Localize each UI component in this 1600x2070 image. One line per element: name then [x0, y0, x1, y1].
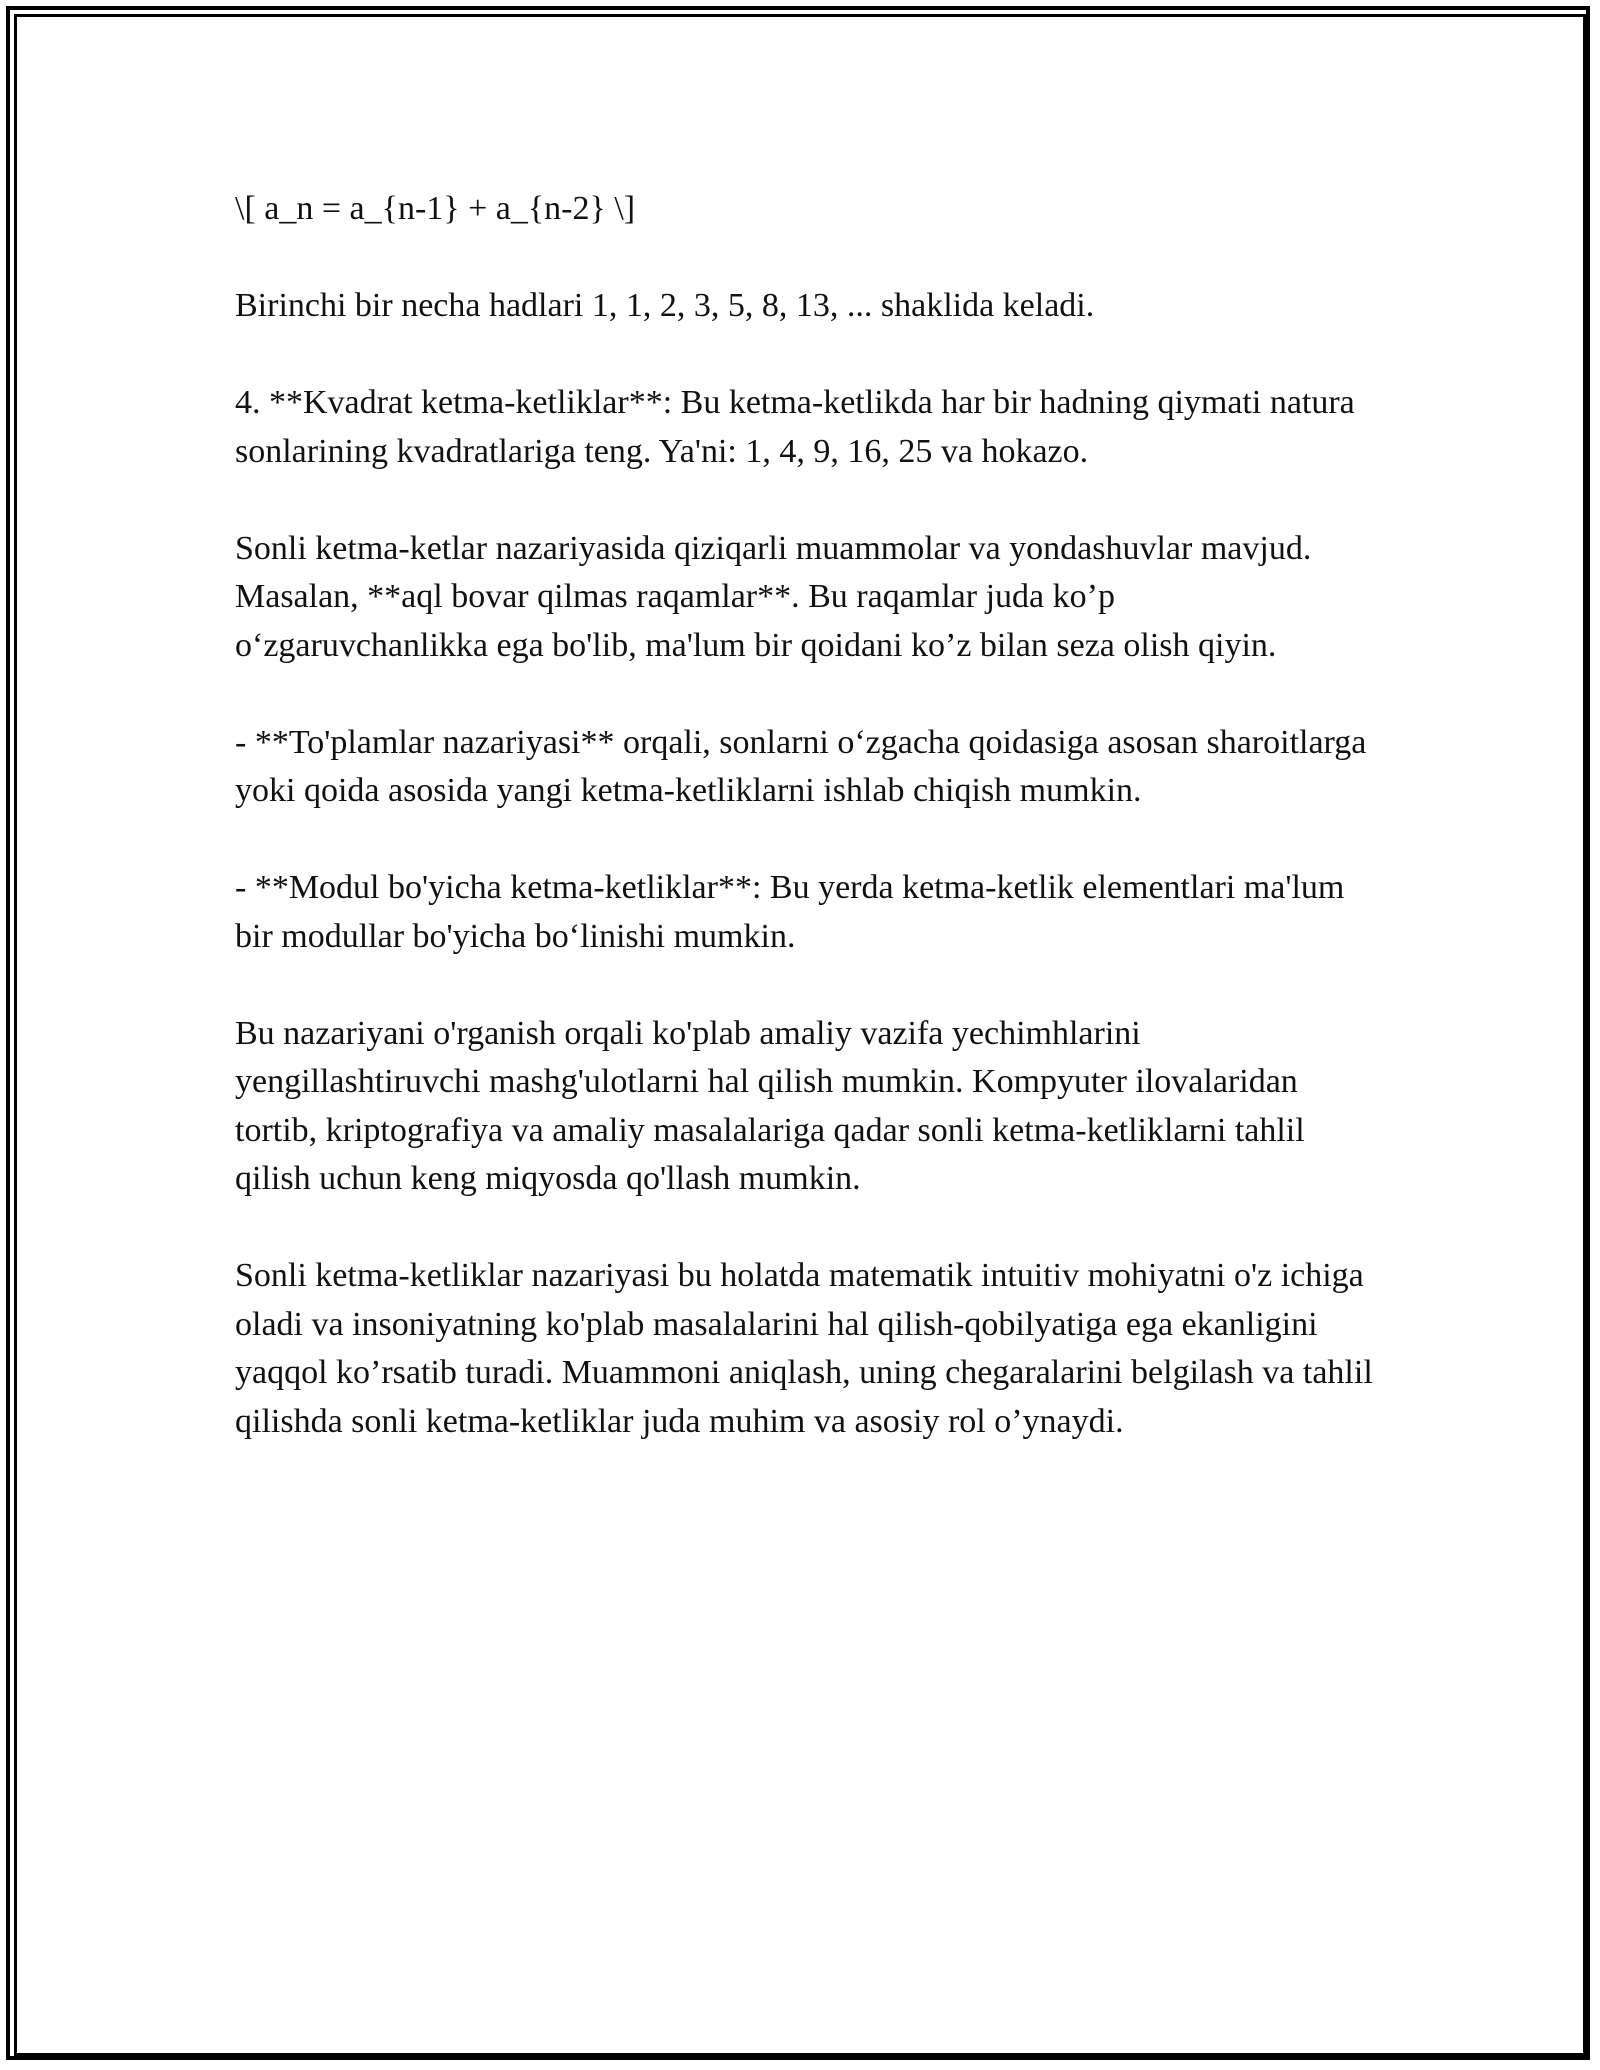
document-body	[235, 185, 1375, 1495]
paragraph: Sonli ketma-ketlar nazariyasida qiziqarli muammolar va yondashuvlar mavjud. Masalan, **aql bovar qilmas raqamlar**. Bu raqamlar juda ko’p o‘zgaruvchanlikka ega bo'lib, ma'lum bir qoidani ko’z bilan seza olish qiyin.	[235, 529, 1312, 664]
formula-line: \[ a_n = a_{n-1} + a_{n-2} \]	[235, 190, 636, 227]
paragraph: Birinchi bir necha hadlari 1, 1, 2, 3, 5, 8, 13, ... shaklida keladi.	[235, 287, 1095, 324]
paragraph: Bu nazariyani o'rganish orqali ko'plab amaliy vazifa yechimhlarini yengillashtiruvchi mashg'ulotlarni hal qilish mumkin. Kompyuter ilovalaridan tortib, kriptografiya va amaliy masalalariga qadar sonli ketma-ketliklarni tahlil qilish uchun keng miqyosda qo'llash mumkin.	[235, 1014, 1305, 1197]
paragraph: Sonli ketma-ketliklar nazariyasi bu holatda matematik intuitiv mohiyatni o'z ichiga oladi va insoniyatning ko'plab masalalarini hal qilish-qobilyatiga ega ekanligini yaqqol ko’rsatib turadi. Muammoni aniqlash, uning chegaralarini belgilash va tahlil qilishda sonli ketma-ketliklar juda muhim va asosiy rol o’ynaydi.	[235, 1257, 1373, 1440]
list-item: - **To'plamlar nazariyasi** orqali, sonlarni o‘zgacha qoidasiga asosan sharoitlarga yoki qoida asosida yangi ketma-ketliklarni ishlab chiqish mumkin.	[235, 723, 1367, 809]
paragraph: 4. **Kvadrat ketma-ketliklar**: Bu ketma-ketlikda har bir hadning qiymati natura sonlarining kvadratlariga teng. Ya'ni: 1, 4, 9, 16, 25 va hokazo.	[235, 384, 1355, 470]
list-item: - **Modul bo'yicha ketma-ketliklar**: Bu yerda ketma-ketlik elementlari ma'lum bir modullar bo'yicha bo‘linishi mumkin.	[235, 869, 1345, 955]
